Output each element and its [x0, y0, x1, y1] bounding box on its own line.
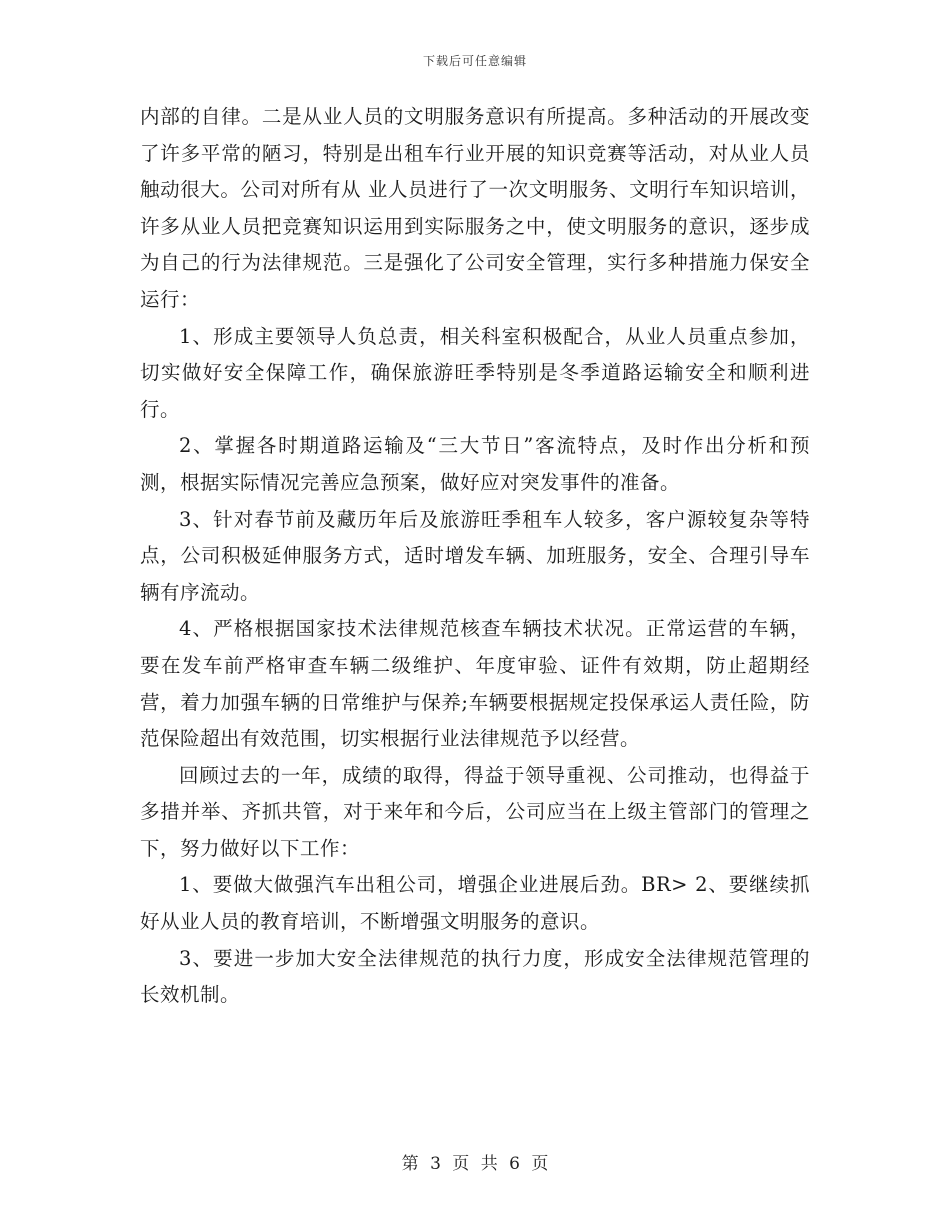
paragraph: 内部的自律。二是从业人员的文明服务意识有所提高。多种活动的开展改变了许多平常的陋习，特别是出租车行业开展的知识竞赛等活动，对从业人员触动很大。公司对所有从 业人员进行了一次文明服务、文明行车知识培训，许多从业人员把竞赛知识运用到实际服务之中，使文明服务的意识，逐步成为自己的行为法律规范。三是强化了公司安全管理，实行多种措施力保安全运行： — [140, 105, 810, 311]
paragraph: 2、掌握各时期道路运输及“三大节日”客流特点，及时作出分析和预测，根据实际情况完善应急预案，做好应对突发事件的准备。 — [140, 434, 810, 494]
paragraph: 回顾过去的一年，成绩的取得，得益于领导重视、公司推动，也得益于多措并举、齐抓共管，对于来年和今后，公司应当在上级主管部门的管理之下，努力做好以下工作： — [140, 763, 810, 860]
paragraph: 3、针对春节前及藏历年后及旅游旺季租车人较多，客户源较复杂等特点，公司积极延伸服务方式，适时增发车辆、加班服务，安全、合理引导车辆有序流动。 — [140, 507, 810, 604]
document-body — [140, 99, 810, 1014]
paragraph: 1、要做大做强汽车出租公司，增强企业进展后劲。BR> 2、要继续抓好从业人员的教育培训，不断增强文明服务的意识。 — [140, 873, 810, 934]
paragraph: 1、形成主要领导人负总责，相关科室积极配合，从业人员重点参加，切实做好安全保障工作，确保旅游旺季特别是冬季道路运输安全和顺利进行。 — [140, 324, 810, 421]
paragraph: 3、要进一步加大安全法律规范的执行力度，形成安全法律规范管理的长效机制。 — [140, 946, 810, 1007]
page-header-note: 下载后可任意编辑 — [422, 54, 527, 68]
page-number-footer: 第 3 页 共 6 页 — [401, 1154, 549, 1174]
paragraph: 4、严格根据国家技术法律规范核查车辆技术状况。正常运营的车辆，要在发车前严格审查车辆二级维护、年度审验、证件有效期，防止超期经营，着力加强车辆的日常维护与保养;车辆要根据规定投保承运人责任险，防范保险超出有效范围，切实根据行业法律规范予以经营。 — [140, 617, 810, 751]
